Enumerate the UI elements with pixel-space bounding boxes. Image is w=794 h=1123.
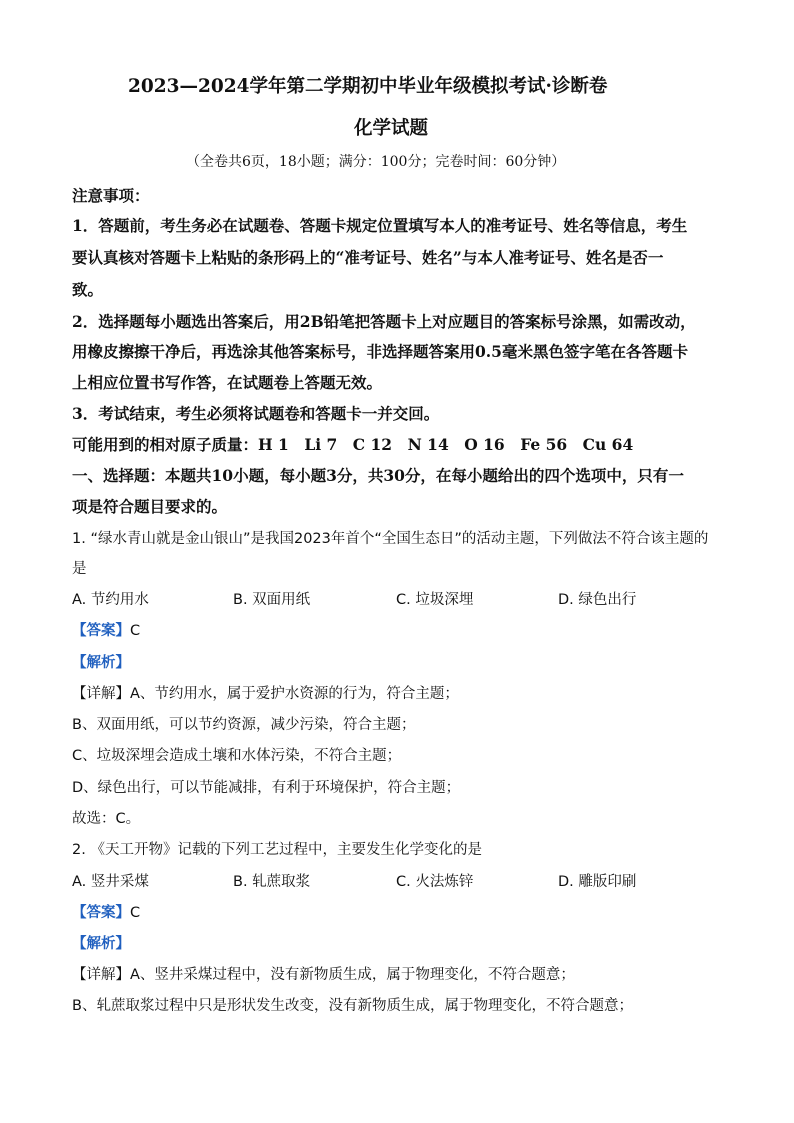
q2-option-a: A. 竖井采煤 <box>72 874 149 890</box>
note-2-line-2: 用橡皮擦擦干净后，再选涂其他答案标号，非选择题答案用0.5毫米黑色签字笔在各答题卡 <box>72 342 688 361</box>
notes-heading: 注意事项： <box>72 186 150 205</box>
q1-detail-b: B、双面用纸，可以节约资源，减少污染，符合主题； <box>72 717 416 733</box>
q1-analysis-row <box>72 651 130 672</box>
q1-detail-d: D、绿色出行，可以节能减排，有利于环境保护，符合主题； <box>72 780 461 796</box>
q1-option-c: C. 垃圾深埋 <box>396 592 474 608</box>
q2-stem: 2. 《天工开物》记载的下列工艺过程中，主要发生化学变化的是 <box>72 842 482 858</box>
q1-stem-line-1: 1. “绿水青山就是金山银山”是我国2023年首个“全国生态日”的活动主题，下列做法不符合该主题的 <box>72 531 709 547</box>
atomic-masses: 可能用到的相对原子质量：H 1 Li 7 C 12 N 14 O 16 Fe 56 Cu 64 <box>72 435 634 454</box>
q2-answer-value: C <box>130 905 141 921</box>
section-1-heading-line-1: 一、选择题：本题共10小题，每小题3分，共30分，在每小题给出的四个选项中，只有一 <box>72 466 684 485</box>
q2-detail-b: B、轧蔗取浆过程中只是形状发生改变，没有新物质生成，属于物理变化，不符合题意； <box>72 998 633 1014</box>
detail-label: 【详解】 <box>72 686 130 702</box>
q1-detail-c: C、垃圾深埋会造成土壤和水体污染，不符合主题； <box>72 748 402 764</box>
q2-option-c: C. 火法炼锌 <box>396 874 474 890</box>
analysis-label: 【解析】 <box>72 936 130 952</box>
section-1-heading-line-2: 项是符合题目要求的。 <box>72 497 228 516</box>
note-1-line-1: 1．答题前，考生务必在试题卷、答题卡规定位置填写本人的准考证号、姓名等信息，考生 <box>72 216 688 235</box>
note-2-line-3: 上相应位置书写作答，在试题卷上答题无效。 <box>72 373 383 392</box>
detail-label: 【详解】 <box>72 967 130 983</box>
note-1-line-2: 要认真核对答题卡上粘贴的条形码上的“准考证号、姓名”与本人准考证号、姓名是否一 <box>72 248 664 267</box>
exam-info: （全卷共6页，18小题；满分：100分；完卷时间：60分钟） <box>186 154 566 170</box>
q2-answer-row <box>72 901 140 922</box>
q1-option-b: B. 双面用纸 <box>233 592 311 608</box>
q1-conclusion: 故选：C。 <box>72 811 141 827</box>
q2-detail-a-row <box>72 963 575 984</box>
answer-label: 【答案】 <box>72 623 130 639</box>
note-2-line-1: 2．选择题每小题选出答案后，用2B铅笔把答题卡上对应题目的答案标号涂黑，如需改动， <box>72 312 696 331</box>
note-1-line-3: 致。 <box>72 280 104 299</box>
answer-label: 【答案】 <box>72 905 130 921</box>
q1-option-d: D. 绿色出行 <box>558 592 637 608</box>
subject-title: 化学试题 <box>354 118 429 139</box>
analysis-label: 【解析】 <box>72 655 130 671</box>
q2-option-d: D. 雕版印刷 <box>558 874 637 890</box>
q2-analysis-row <box>72 932 130 953</box>
q1-stem-line-2: 是 <box>72 561 87 577</box>
q1-answer-row <box>72 619 140 640</box>
exam-title: 2023—2024学年第二学期初中毕业年级模拟考试·诊断卷 <box>128 76 608 97</box>
q1-answer-value: C <box>130 623 141 639</box>
q2-detail-a: A、竖井采煤过程中，没有新物质生成，属于物理变化，不符合题意； <box>130 967 575 983</box>
q1-detail-a-row <box>72 682 459 703</box>
note-3: 3．考试结束，考生必须将试题卷和答题卡一并交回。 <box>72 404 440 423</box>
q1-option-a: A. 节约用水 <box>72 592 149 608</box>
q2-option-b: B. 轧蔗取浆 <box>233 874 311 890</box>
q1-detail-a: A、节约用水，属于爱护水资源的行为，符合主题； <box>130 686 459 702</box>
